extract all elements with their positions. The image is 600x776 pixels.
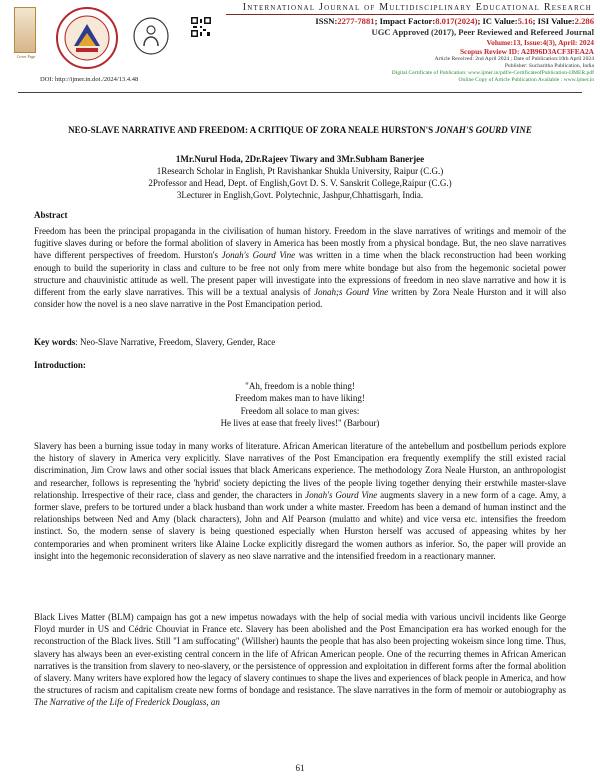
article-title-italic: JONAH'S GOURD VINE — [435, 125, 532, 135]
publisher: Publisher: Sucharitha Publication, India — [504, 63, 594, 69]
keywords-label: Key words — [34, 337, 76, 347]
body2-italic: The Narrative of the Life of Frederick Douglass, an — [34, 697, 220, 708]
quote-line: Freedom all solace to man gives: — [240, 405, 360, 416]
affiliation-2: 2Professor and Head, Dept. of English,Govt D. S. V. Sanskrit College,Raipur (C.G.) — [148, 178, 452, 188]
ic-value-label: ; IC Value: — [477, 16, 518, 26]
page-number: 61 — [295, 763, 305, 773]
body1-part-b: augments slavery in a new form of a cage. Amy, a former slave, prefers to be tortured under a black husband than work under a white master. Freedom has been a demand of human instinct and the relationships between Ned and Amy (black characters), John and Alf Pearson (mulatto and white) and vice versa etc. intensifies the freedom instinct. So, the modern sense of slavery is being questioned especially when Hurston herself was accused of appeasing whites by her contemporaries and when prominent writers like Alaine Locke explicitly disregard the women authors as inferior. So, the paper will provide an insight into the hegemonic reconsideration of slavery as neo slave narrative and the intensified freedom in a reactionary manner. — [34, 489, 566, 561]
quote-line: Freedom makes man to have liking! — [235, 393, 365, 404]
qr-code-icon[interactable] — [190, 16, 212, 38]
impact-factor-label: ; Impact Factor: — [374, 16, 436, 26]
online-copy-link[interactable]: Online Copy of Article Publication Available : www.ijmer.in — [458, 77, 594, 83]
abstract-part-1: Freedom has been the principal propaganda in the civilisation of human history. Freedom in the slave narratives of writings and memoir of the fugitive slaves during or before the formal abolition of slavery in America has been mostly from a physical bondage. But, the neo slave narratives have different perspectives of freedom. Hurston's — [34, 226, 566, 261]
affiliation-1: 1Research Scholar in English, Pt Ravishankar Shukla University, Raipur (C.G.) — [156, 166, 444, 176]
keywords-text: : Neo-Slave Narrative, Freedom, Slavery, Gender, Race — [75, 337, 276, 347]
quote-line: He lives at ease that freely lives!" (Barbour) — [220, 418, 380, 429]
quote-line: "Ah, freedom is a noble thing! — [245, 381, 355, 391]
ugc-approval: UGC Approved (2017), Peer Reviewed and Refereed Journal — [371, 27, 594, 37]
abstract-italic-1: Jonah's Gourd Vine — [221, 250, 296, 261]
body-paragraph-2 — [34, 611, 566, 709]
introduction-heading: Introduction: — [34, 360, 86, 370]
isi-value: 2.286 — [574, 16, 594, 26]
header-divider — [226, 14, 594, 15]
article-title — [40, 124, 560, 137]
article-dates: Article Received: 2nd April 2024 ; Date of Publication:10th April 2024 — [434, 56, 594, 62]
body2-part-a: Black Lives Matter (BLM) campaign has got a new impetus nowadays with the help of social media with various uncivil incidents like George Floyd murder in US and Cédric Chouviat in France etc. Slavery has been abolished and the Post Emancipation era has worked enough for the reconstruction of the Black lives. Still "I am suffocating" (Willsher) haunts the people that has also been projecting wokeism since long time. Thus, slavery has always been an ever-existing central concern in the life of African American people. One of the recurring themes in African American narratives is the transition from slavery to neo-slavery, or the persistence of oppression and exploitation in different forms after the formal abolition of slavery. Many writers have explored how the legacy of slavery continues to shape the lives and experiences of black people in America, and how the structures of racism and capitalism create new forms of bondage and resistance. The slave narratives in the form of memoir or autobiography as — [34, 612, 566, 696]
impact-factor-value: 8.017(2024) — [435, 16, 478, 26]
header-rule — [18, 92, 582, 93]
volume-issue: Volume:13, Issue:4(3), April: 2024 — [486, 38, 594, 47]
journal-logo-icon — [52, 6, 122, 70]
abstract-italic-2: Jonah;s Gourd Vine — [314, 287, 389, 298]
article-title-main: NEO-SLAVE NARRATIVE AND FREEDOM: A CRITIQUE OF ZORA NEALE HURSTON'S — [68, 125, 434, 135]
keywords-line — [34, 336, 566, 348]
issn-value: 2277-7881 — [337, 16, 375, 26]
ic-value: 5.16 — [517, 16, 533, 26]
scopus-id: Scopus Review ID: A2B96D3ACF3FEA2A — [459, 47, 594, 56]
abstract-text — [34, 225, 566, 310]
doi: DOI: http://ijmer.in.doi./2024/13.4.48 — [40, 76, 139, 83]
journal-title: International Journal of Multidisciplinary Educational Research — [242, 2, 592, 13]
seal-logo-icon — [132, 16, 170, 56]
epigraph-quote — [160, 380, 440, 430]
authors: 1Mr.Nurul Hoda, 2Dr.Rajeev Tiwary and 3Mr.Subham Banerjee — [175, 154, 425, 164]
body1-italic: Jonah's Gourd Vine — [305, 489, 378, 500]
isi-value-label: ; ISI Value: — [532, 16, 575, 26]
cover-page-label: Cover Page — [16, 54, 36, 59]
body-paragraph-1 — [34, 440, 566, 562]
issn-line — [226, 16, 594, 26]
abstract-heading: Abstract — [34, 210, 68, 220]
issn-label: ISSN: — [315, 16, 338, 26]
body1-part-a: Slavery has been a burning issue today in many works of literature. African American literature of the antebellum and postbellum periods explore the history of slavery in America very explicitly. Slave narratives of the Post Emancipation era frequently exemplify the still existed racial discrimination, Jim Crow laws and other social issues that black Americans experience. The methodology Zora Neale Hurston, an anthropologist and researcher, follows is representing the 'hybrid' society depicting the lives of the people living together denying their erstwhile master-slave relationship. Irrespective of their race, class and gender, the characters in — [34, 441, 566, 500]
abstract-part-3: written by Zora Neale Hurston and it will also consider how the novel is a neo slave narrative in the Post Emancipation period. — [34, 287, 566, 310]
affiliation-3: 3Lecturer in English,Govt. Polytechnic, Jashpur,Chhattisgarh, India. — [176, 190, 424, 200]
abstract-part-2: was written in a time when the black reconstruction had been working enough to build the superiority in class and culture to be free not only from mere white bondage but also from the hegemonic societal power structure and chauvinistic attitude as well. The present paper will investigate into the expressions of freedom in neo slave narrative and how it is different from the early slave narratives. This will be a textual analysis of — [34, 250, 566, 298]
certificate-link[interactable]: Digital Certificate of Publication: www.ijmer.in/pdf/e-CertificateofPublication-IJMER.pdf — [391, 70, 594, 76]
cover-page-thumbnail — [14, 7, 36, 53]
